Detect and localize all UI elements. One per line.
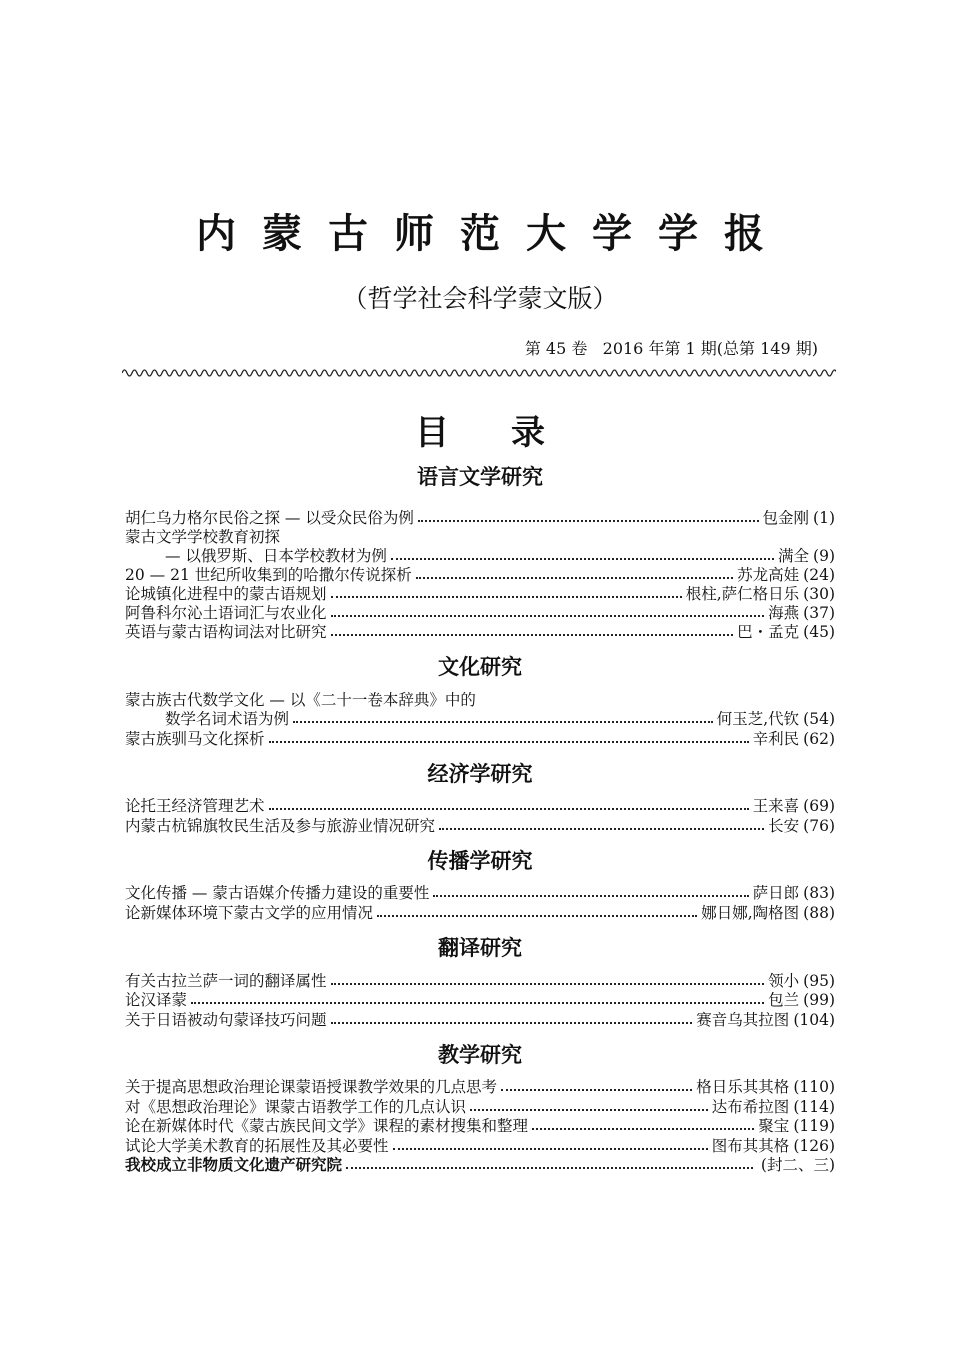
journal-title: 内蒙古师范大学学报 (196, 211, 790, 257)
entry-title: 我校成立非物质文化遗产研究院 (125, 1156, 343, 1174)
section-heading-culture: 文化研究 (438, 655, 522, 679)
entry-title: 内蒙古杭锦旗牧民生活及参与旅游业情况研究 (125, 817, 436, 835)
toc-heading-right: 录 (511, 413, 545, 453)
entry-page: (99) (803, 991, 835, 1009)
entry-page: (104) (793, 1011, 835, 1029)
toc-entry[interactable] (125, 1155, 835, 1175)
entry-title: 英语与蒙古语构词法对比研究 (125, 623, 327, 641)
entry-author: 巴・孟克 (737, 623, 800, 641)
entry-title: 论托王经济管理艺术 (125, 797, 265, 815)
toc-entry[interactable] (125, 903, 835, 923)
toc-entry[interactable] (125, 603, 835, 623)
entry-author: 何玉芝,代钦 (716, 710, 800, 728)
entry-page: (69) (803, 797, 835, 815)
entry-author: 萨日郎 (752, 884, 800, 902)
entry-author: 领小 (768, 972, 800, 990)
entry-author: 海燕 (768, 604, 800, 622)
entry-page: (9) (813, 547, 835, 565)
entry-title: 蒙古族古代数学文化 — 以《二十一卷本辞典》中的 (125, 691, 476, 709)
entry-page: (封二、三) (760, 1156, 835, 1174)
entry-title: 论汉译蒙 (125, 991, 188, 1009)
entry-page: (76) (803, 817, 835, 835)
entry-author: 格日乐其其格 (696, 1078, 790, 1096)
entry-title: 试论大学美术教育的拓展性及其必要性 (125, 1137, 389, 1155)
toc-entry[interactable] (125, 508, 835, 528)
entry-page: (54) (803, 710, 835, 728)
entry-page: (119) (793, 1117, 835, 1135)
toc-entry[interactable] (125, 690, 835, 710)
entry-title: 蒙古文学学校教育初探 (125, 528, 281, 546)
ornamental-divider (122, 366, 836, 380)
toc-entry[interactable] (125, 1097, 835, 1117)
toc-entry[interactable] (125, 729, 835, 749)
toc-entry[interactable] (125, 1116, 835, 1136)
toc-entry[interactable] (125, 971, 835, 991)
toc-entry[interactable] (125, 990, 835, 1010)
toc-entry[interactable] (125, 1077, 835, 1097)
entry-page: (24) (803, 566, 835, 584)
toc-heading (0, 411, 960, 455)
entry-author: 达布希拉图 (711, 1098, 790, 1116)
entry-title: 20 — 21 世纪所收集到的哈撒尔传说探析 (125, 566, 412, 584)
section-heading-language-literature: 语言文学研究 (417, 465, 543, 489)
entry-author: 赛音乌其拉图 (696, 1011, 790, 1029)
entry-title: 有关古拉兰萨一词的翻译属性 (125, 972, 327, 990)
toc-entry[interactable] (125, 883, 835, 903)
toc-heading-left: 目 (415, 413, 449, 453)
toc-entry[interactable] (125, 1010, 835, 1030)
entry-title: 对《思想政治理论》课蒙古语教学工作的几点认识 (125, 1098, 467, 1116)
entry-author: 聚宝 (758, 1117, 790, 1135)
entry-page: (95) (803, 972, 835, 990)
toc-entry[interactable] (125, 565, 835, 585)
entry-page: (126) (793, 1137, 835, 1155)
entry-title: 关于日语被动句蒙译技巧问题 (125, 1011, 327, 1029)
entry-title: 论在新媒体时代《蒙古族民间文学》课程的素材搜集和整理 (125, 1117, 529, 1135)
toc-entry[interactable] (165, 546, 835, 566)
entry-page: (1) (813, 509, 835, 527)
entry-page: (45) (803, 623, 835, 641)
entry-author: 辛利民 (752, 730, 800, 748)
entry-title: 数学名词术语为例 (165, 710, 290, 728)
entry-author: 长安 (768, 817, 800, 835)
entry-author: 满全 (778, 547, 810, 565)
entry-title: — 以俄罗斯、日本学校教材为例 (165, 547, 387, 565)
entry-title: 论城镇化进程中的蒙古语规划 (125, 585, 327, 603)
entry-page: (62) (803, 730, 835, 748)
entry-author: 王来喜 (752, 797, 800, 815)
entry-author: 苏龙高娃 (737, 566, 800, 584)
entry-author: 包金刚 (762, 509, 810, 527)
entry-title: 文化传播 — 蒙古语媒介传播力建设的重要性 (125, 884, 430, 902)
entry-author: 娜日娜,陶格图 (701, 904, 800, 922)
entry-title: 关于提高思想政治理论课蒙语授课教学效果的几点思考 (125, 1078, 498, 1096)
entry-author: 根柱,萨仁格日乐 (685, 585, 800, 603)
toc-entry[interactable] (165, 709, 835, 729)
toc-entry[interactable] (125, 1136, 835, 1156)
entry-title: 蒙古族驯马文化探析 (125, 730, 265, 748)
entry-author: 图布其其格 (711, 1137, 790, 1155)
entry-title: 阿鲁科尔沁土语词汇与农业化 (125, 604, 327, 622)
toc-entry[interactable] (125, 796, 835, 816)
toc-entry[interactable] (125, 527, 835, 547)
entry-page: (83) (803, 884, 835, 902)
edition-subtitle: （哲学社会科学蒙文版） (342, 284, 618, 313)
section-heading-teaching: 教学研究 (438, 1043, 522, 1067)
entry-page: (37) (803, 604, 835, 622)
entry-page: (88) (803, 904, 835, 922)
entry-page: (110) (793, 1078, 835, 1096)
section-heading-economics: 经济学研究 (427, 762, 533, 786)
entry-title: 胡仁乌力格尔民俗之探 — 以受众民俗为例 (125, 509, 414, 527)
toc-entry[interactable] (125, 816, 835, 836)
toc-entry[interactable] (125, 584, 835, 604)
entry-author: 包兰 (768, 991, 800, 1009)
toc-entry[interactable] (125, 622, 835, 642)
entry-page: (30) (803, 585, 835, 603)
entry-title: 论新媒体环境下蒙古文学的应用情况 (125, 904, 374, 922)
section-heading-translation: 翻译研究 (438, 936, 522, 960)
issue-info: 第 45 卷 2016 年第 1 期(总第 149 期) (524, 339, 818, 358)
entry-page: (114) (793, 1098, 835, 1116)
section-heading-communication: 传播学研究 (427, 849, 533, 873)
